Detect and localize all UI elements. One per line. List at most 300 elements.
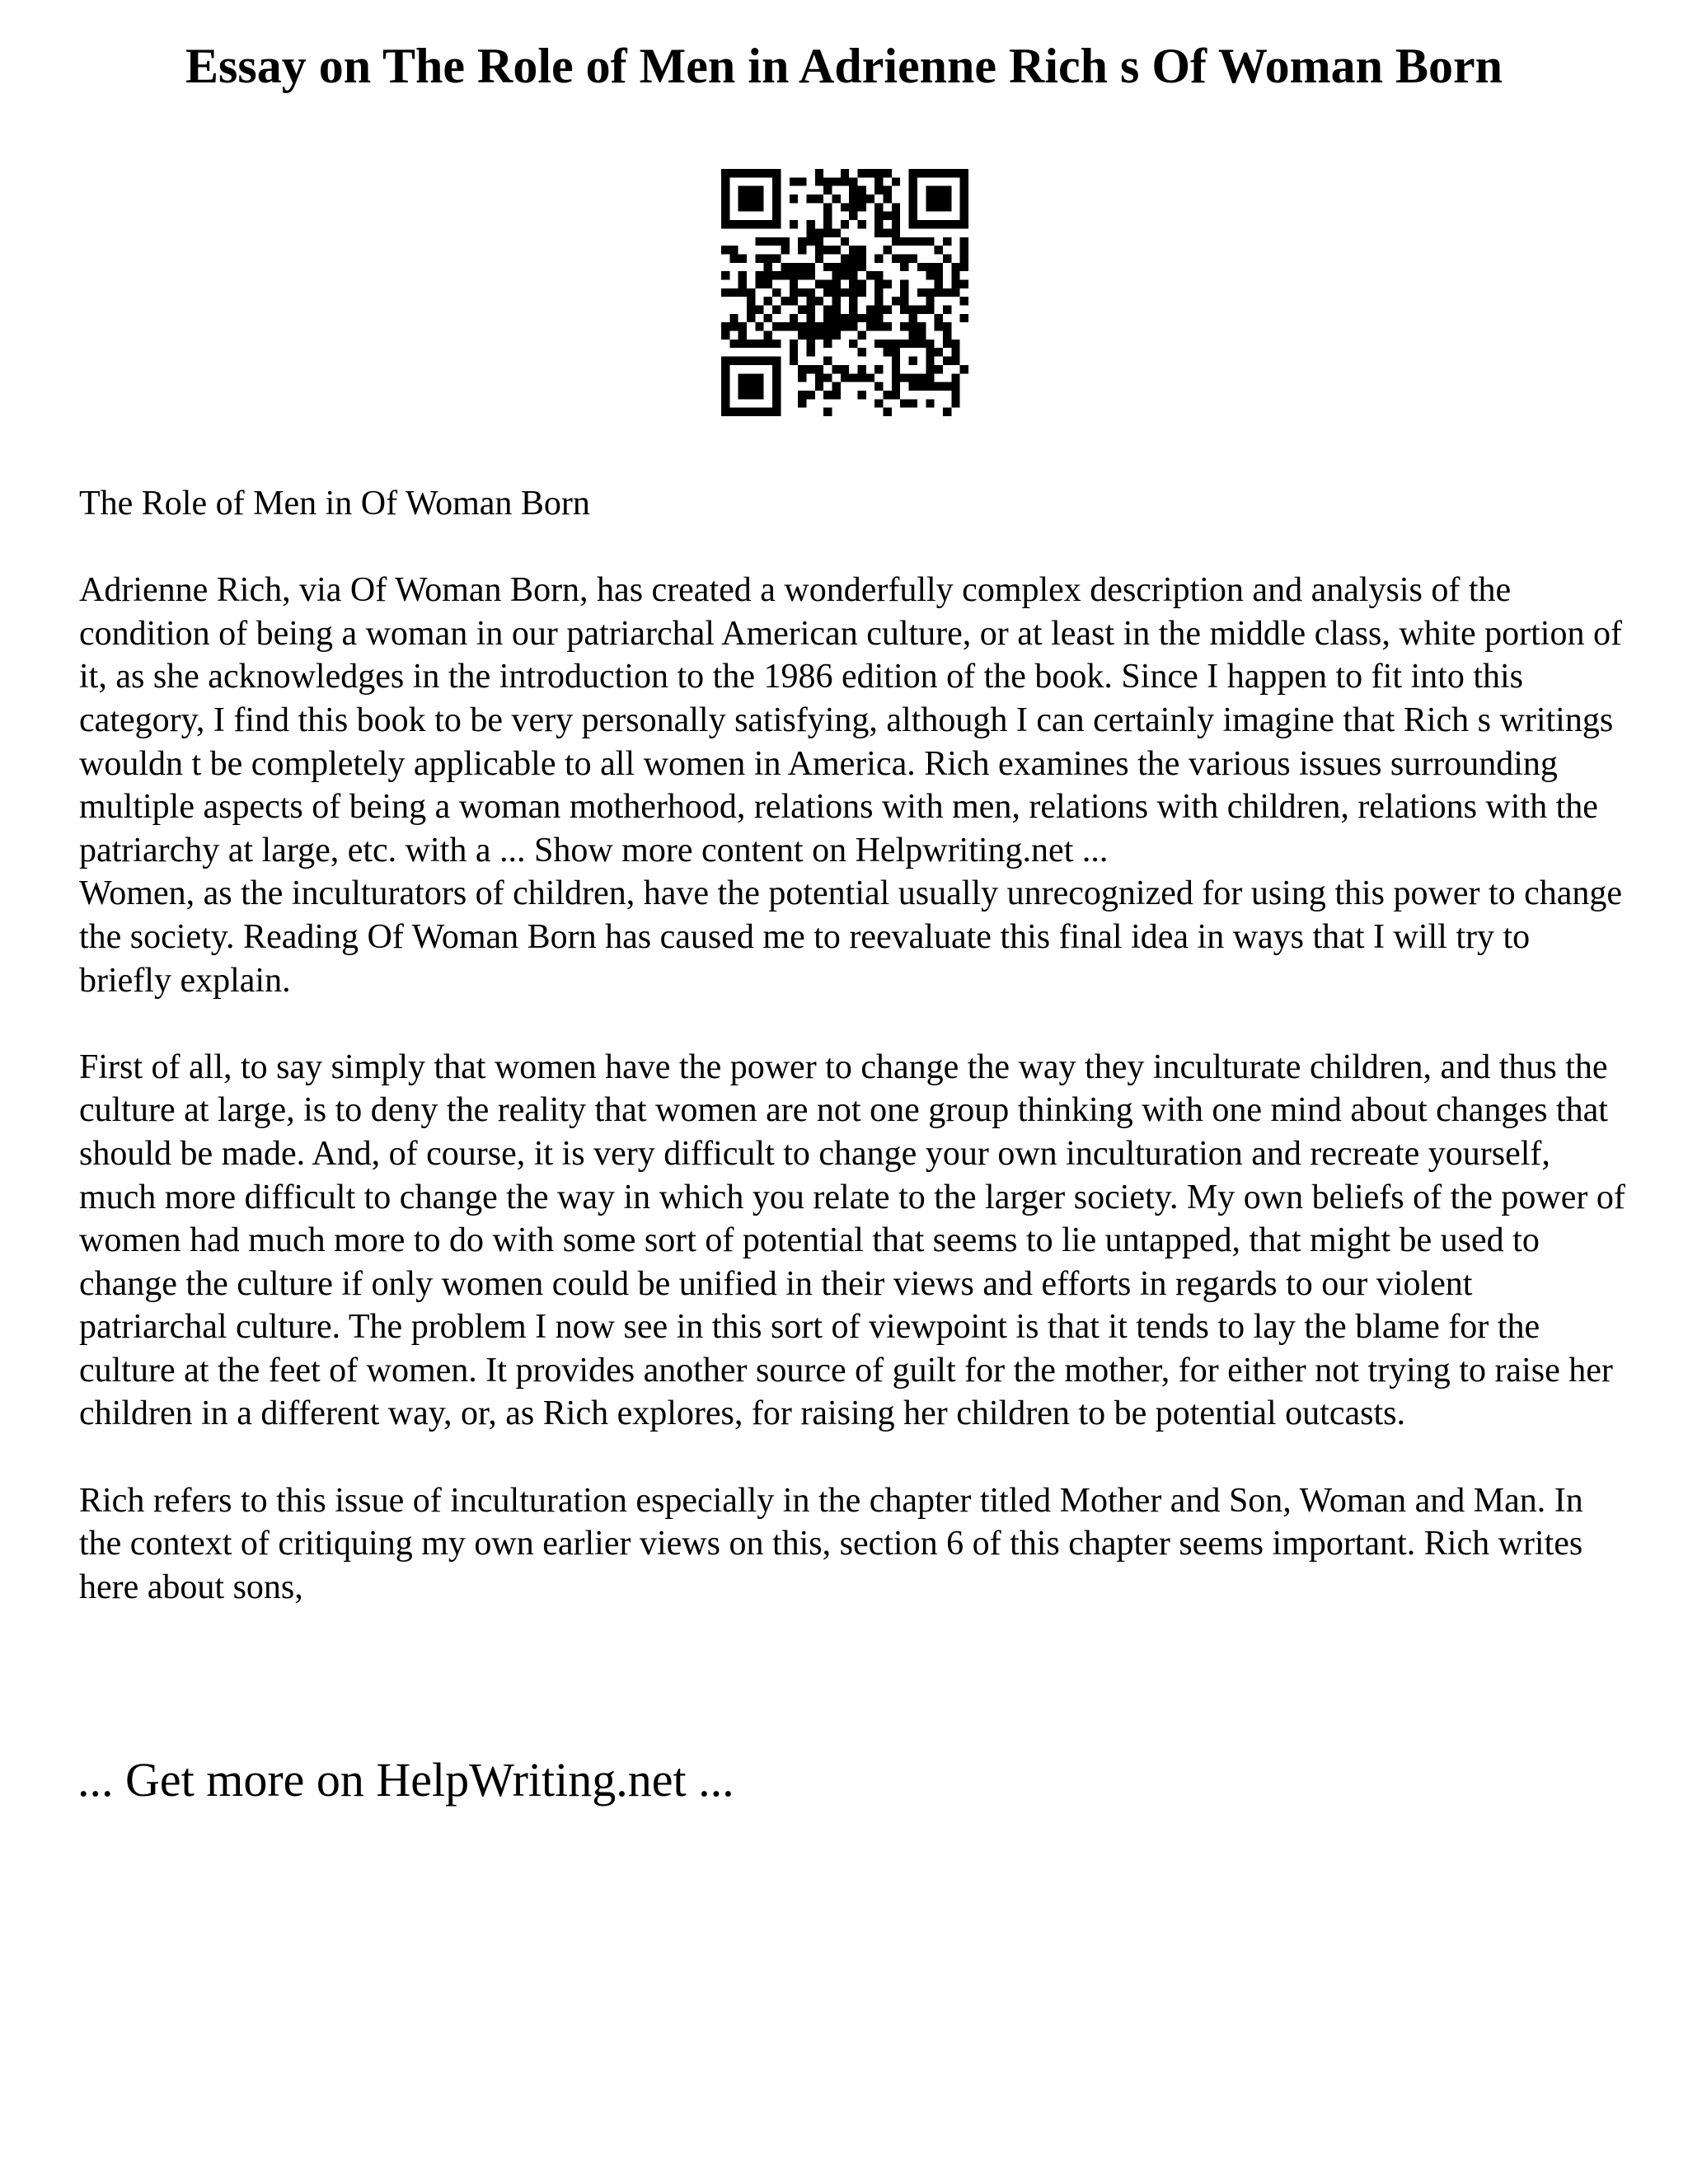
qr-module [755,322,763,330]
qr-module [866,314,874,322]
qr-module [738,382,747,391]
qr-module [781,263,789,271]
qr-module [874,322,883,330]
qr-module [909,177,917,185]
qr-module [892,348,900,356]
qr-module [849,322,857,330]
qr-module [960,254,968,262]
qr-module [747,297,755,305]
qr-module [738,357,747,365]
qr-module [943,306,951,314]
qr-module [729,322,738,330]
qr-module [926,348,934,356]
qr-module [806,220,814,228]
qr-module [892,340,900,348]
qr-module [738,194,747,203]
qr-module [764,169,772,177]
qr-module [832,288,840,297]
qr-module [849,373,857,382]
qr-module [960,263,968,271]
qr-module [935,322,943,330]
qr-module [917,322,926,330]
qr-module [841,263,849,271]
qr-module [764,340,772,348]
qr-module [755,203,763,211]
qr-module [874,271,883,279]
qr-module [790,271,798,279]
paragraph-gap [79,526,1629,569]
qr-module [951,348,959,356]
qr-module [849,340,857,348]
qr-module [943,254,951,262]
qr-module [755,279,763,288]
paragraph-4: Rich refers to this issue of inculturation especially in the chapter titled Mother and Son, Woman and Man. In the context of critiquing my own earlier views on this, section 6 of this chapter seems important. Rich writes here about sons, [79,1481,1583,1606]
qr-module [909,314,917,322]
qr-module [858,391,866,399]
qr-module [951,340,959,348]
qr-module [892,365,900,373]
qr-module [721,373,729,382]
qr-module [747,357,755,365]
qr-module [747,220,755,228]
qr-module [772,212,781,220]
get-more-link[interactable]: ... Get more on HelpWriting.net ... [77,1753,734,1807]
qr-module [806,391,814,399]
qr-module [892,220,900,228]
qr-module [858,348,866,356]
qr-module [892,254,900,262]
qr-module [823,246,832,254]
qr-module [900,322,908,330]
qr-module [943,194,951,203]
qr-module [935,263,943,271]
paragraph-2: Women, as the inculturators of children, have the potential usually unrecognized for using this power to change the society. Reading Of Woman Born has caused me to reevaluate this final idea in ways that I will try to briefly explain. [79,874,1623,1000]
qr-module [781,297,789,305]
qr-module [738,408,747,416]
qr-module [772,254,781,262]
qr-module [738,391,747,399]
qr-module [815,373,823,382]
subtitle: The Role of Men in Of Woman Born [79,485,590,523]
qr-module [764,254,772,262]
paragraph-3: First of all, to say simply that women have the power to change the way they inculturate children, and thus the culture at large, is to deny the reality that women are not one group thinking with one mind about changes that should be made. And, of course, it is very difficult to change your own inculturation and recreate yourself, much more difficult to change the way in which you relate to the larger society. My own beliefs of the power of women had much more to do with some sort of potential that seems to lie untapped, that might be used to change the culture if only women could be unified in their views and efforts in regards to our violent patriarchal culture. The problem I now see in this sort of viewpoint is that it tends to lay the blame for the culture at the feet of women. It provides another source of guilt for the mother, for either not trying to raise her children in a different way, or, as Rich explores, for raising her children to be potential outcasts. [79,1047,1625,1433]
qr-module [884,186,892,194]
qr-module [823,288,832,297]
qr-module [729,254,738,262]
qr-module [884,408,892,416]
qr-module [738,169,747,177]
qr-module [960,297,968,305]
qr-module [874,212,883,220]
qr-module [772,288,781,297]
qr-module [806,194,814,203]
qr-module [900,237,908,246]
qr-module [755,237,763,246]
qr-module [790,279,798,288]
qr-module [772,271,781,279]
qr-module [849,263,857,271]
qr-module [960,314,968,322]
qr-module [790,340,798,348]
qr-module [935,288,943,297]
qr-module [772,322,781,330]
qr-module [951,263,959,271]
qr-module [721,391,729,399]
qr-module [900,254,908,262]
qr-module [764,220,772,228]
qr-module [806,263,814,271]
qr-module [926,306,934,314]
qr-module [721,186,729,194]
qr-module [747,288,755,297]
qr-module [960,186,968,194]
qr-module [849,271,857,279]
qr-module [849,279,857,288]
qr-module [747,194,755,203]
qr-module [926,203,934,211]
qr-module [806,314,814,322]
qr-module [935,279,943,288]
qr-module [823,186,832,194]
qr-module [858,194,866,203]
qr-module [823,263,832,271]
qr-module [815,331,823,340]
qr-module [790,322,798,330]
qr-module [909,186,917,194]
qr-module [935,169,943,177]
qr-module [806,237,814,246]
qr-module [960,365,968,373]
qr-module [951,279,959,288]
qr-module [772,399,781,407]
qr-module [815,279,823,288]
qr-module [841,220,849,228]
qr-module [721,194,729,203]
qr-module [960,246,968,254]
qr-module [832,194,840,203]
qr-module [832,306,840,314]
qr-module [772,220,781,228]
qr-module [917,237,926,246]
qr-module [841,365,849,373]
qr-module [832,271,840,279]
qr-module [815,382,823,391]
qr-module [806,348,814,356]
qr-module [874,365,883,373]
qr-module [790,348,798,356]
qr-module [755,271,763,279]
qr-module [943,237,951,246]
qr-module [858,186,866,194]
qr-module [892,373,900,382]
qr-module [874,177,883,185]
qr-module [755,382,763,391]
qr-module [747,391,755,399]
qr-module [832,365,840,373]
qr-module [892,382,900,391]
qr-module [747,169,755,177]
qr-module [892,177,900,185]
qr-module [721,288,729,297]
qr-module [721,382,729,391]
qr-module [849,177,857,185]
qr-module [815,297,823,305]
qr-module [823,228,832,237]
qr-module [815,322,823,330]
qr-module [909,373,917,382]
qr-module [798,306,806,314]
qr-module [892,391,900,399]
qr-module [866,169,874,177]
qr-module [738,288,747,297]
qr-module [849,194,857,203]
qr-module [798,373,806,382]
qr-module [951,288,959,297]
qr-module [917,169,926,177]
qr-module [874,254,883,262]
qr-module [721,365,729,373]
qr-module [884,279,892,288]
qr-module [951,373,959,382]
qr-module [721,177,729,185]
qr-module [943,357,951,365]
qr-module [738,220,747,228]
qr-module [858,331,866,340]
qr-module [841,237,849,246]
qr-module [926,365,934,373]
qr-module [729,340,738,348]
qr-module [841,254,849,262]
qr-module [738,340,747,348]
qr-module [866,306,874,314]
qr-module [926,271,934,279]
qr-module [892,237,900,246]
qr-module [884,169,892,177]
qr-module [892,357,900,365]
qr-module [764,271,772,279]
qr-module [755,254,763,262]
qr-module [764,279,772,288]
qr-module [892,228,900,237]
qr-module [764,314,772,322]
qr-module [849,246,857,254]
qr-module [815,246,823,254]
qr-module [951,399,959,407]
qr-module [935,348,943,356]
qr-module [935,203,943,211]
qr-module [926,186,934,194]
qr-module [755,408,763,416]
qr-module [926,194,934,203]
qr-module [884,306,892,314]
qr-module [772,382,781,391]
qr-module [943,288,951,297]
qr-module [747,382,755,391]
qr-module [832,263,840,271]
qr-module [772,365,781,373]
qr-module [926,340,934,348]
qr-module [729,357,738,365]
qr-module [874,169,883,177]
qr-module [909,194,917,203]
qr-module [747,314,755,322]
qr-module [935,194,943,203]
qr-module [781,246,789,254]
qr-module [806,271,814,279]
qr-module [798,271,806,279]
qr-module [909,340,917,348]
qr-module [806,306,814,314]
qr-module [874,186,883,194]
qr-module [849,203,857,211]
qr-module [721,399,729,407]
qr-module [858,288,866,297]
qr-module [935,246,943,254]
qr-module [943,408,951,416]
qr-module [798,288,806,297]
qr-module [884,228,892,237]
qr-module [738,331,747,340]
qr-module [772,373,781,382]
qr-module [858,263,866,271]
qr-module [755,340,763,348]
qr-module [772,169,781,177]
qr-module [772,408,781,416]
qr-module [960,177,968,185]
qr-module [790,177,798,185]
qr-module [935,271,943,279]
qr-module [841,314,849,322]
qr-module [900,340,908,348]
qr-module [747,186,755,194]
document-body [79,482,1629,1609]
qr-module [926,169,934,177]
qr-module [772,186,781,194]
qr-module [951,169,959,177]
qr-module [832,246,840,254]
qr-module [858,254,866,262]
qr-module [849,306,857,314]
qr-module [892,212,900,220]
qr-module [823,340,832,348]
qr-module [866,194,874,203]
qr-module [729,169,738,177]
qr-module [755,391,763,399]
qr-module [806,288,814,297]
qr-module [747,203,755,211]
qr-module [764,297,772,305]
qr-module [832,391,840,399]
qr-module [858,220,866,228]
qr-module [960,194,968,203]
qr-code-icon[interactable] [721,169,968,416]
qr-module [884,391,892,399]
qr-module [951,220,959,228]
qr-module [841,177,849,185]
qr-module [832,228,840,237]
qr-module [823,331,832,340]
qr-module [823,212,832,220]
qr-module [841,322,849,330]
qr-module [841,288,849,297]
qr-module [858,246,866,254]
qr-module [798,399,806,407]
qr-module [900,297,908,305]
qr-module [874,399,883,407]
qr-module [721,203,729,211]
qr-module [900,279,908,288]
qr-module [917,340,926,348]
qr-module [951,391,959,399]
qr-module [874,228,883,237]
qr-module [798,263,806,271]
qr-module [900,306,908,314]
qr-module [790,288,798,297]
qr-module [815,237,823,246]
qr-module [951,382,959,391]
qr-module [747,373,755,382]
qr-module [832,279,840,288]
qr-module [900,399,908,407]
qr-module [874,203,883,211]
qr-module [874,297,883,305]
qr-module [806,340,814,348]
qr-module [909,382,917,391]
qr-module [849,297,857,305]
qr-module [874,220,883,228]
qr-module [935,314,943,322]
qr-module [823,203,832,211]
qr-module [917,263,926,271]
qr-module [841,203,849,211]
qr-module [917,220,926,228]
qr-module [926,399,934,407]
qr-module [798,177,806,185]
qr-module [823,306,832,314]
qr-module [926,237,934,246]
qr-module [790,314,798,322]
qr-module [823,357,832,365]
qr-module [943,331,951,340]
qr-module [935,365,943,373]
qr-module [858,314,866,322]
qr-module [721,331,729,340]
qr-module [806,228,814,237]
qr-module [935,220,943,228]
qr-module [841,271,849,279]
qr-module [815,194,823,203]
qr-module [909,322,917,330]
qr-module [790,357,798,365]
qr-module [823,391,832,399]
qr-module [960,220,968,228]
qr-module [943,322,951,330]
qr-module [755,220,763,228]
paragraph-gap [79,1436,1629,1479]
qr-module [960,212,968,220]
qr-module [849,314,857,322]
qr-module [943,169,951,177]
qr-module [806,322,814,330]
qr-module [943,186,951,194]
qr-module [884,246,892,254]
qr-module [823,220,832,228]
qr-module [738,203,747,211]
qr-module [832,382,840,391]
qr-module [790,263,798,271]
qr-module [909,212,917,220]
qr-module [798,322,806,330]
